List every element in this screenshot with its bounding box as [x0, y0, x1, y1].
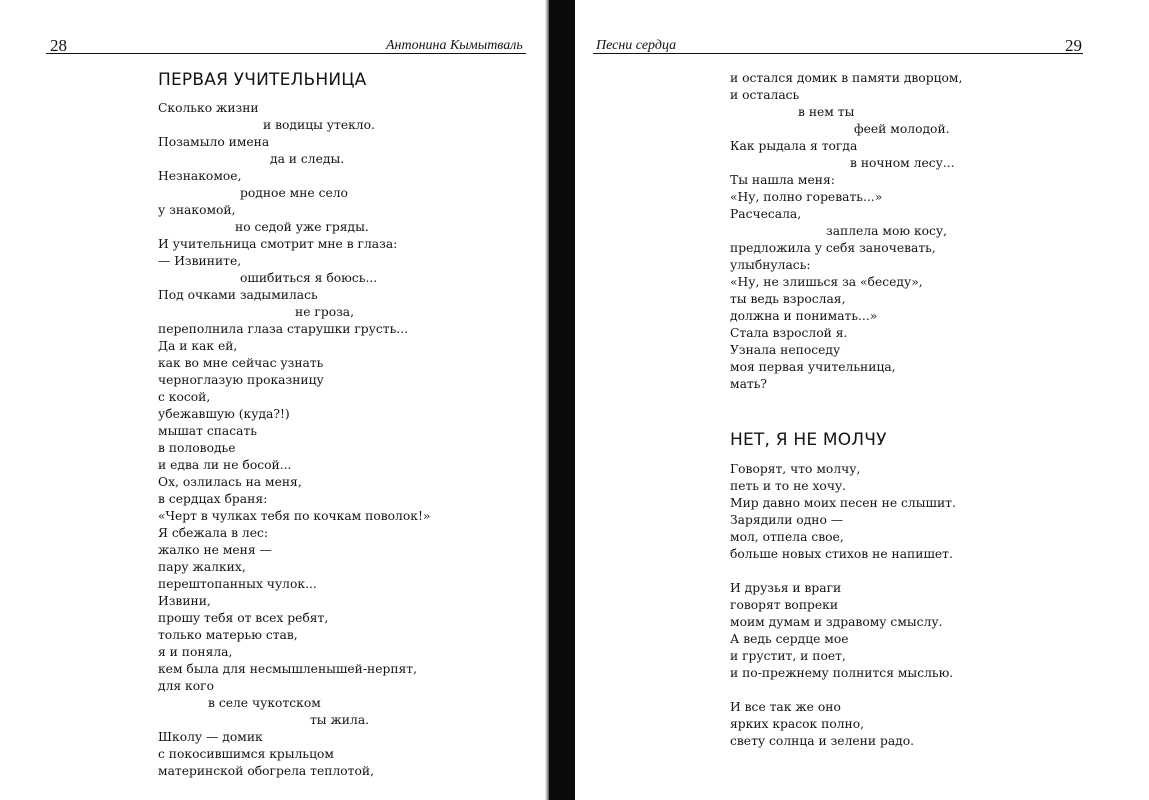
- verse-line: и водицы утекло.: [263, 118, 375, 132]
- verse-line: жалко не меня —: [158, 543, 272, 557]
- verse-line: как во мне сейчас узнать: [158, 356, 324, 370]
- verse-line: Незнакомое,: [158, 169, 242, 183]
- verse-line: Мир давно моих песен не слышит.: [730, 496, 956, 510]
- verse-line: моим думам и здравому смыслу.: [730, 615, 943, 629]
- left-page: [0, 0, 549, 800]
- verse-line: свету солнца и зелени радо.: [730, 734, 915, 748]
- verse-line: Ох, озлилась на меня,: [158, 475, 302, 489]
- verse-line: ошибиться я боюсь...: [240, 271, 378, 285]
- verse-line: и осталась: [730, 88, 800, 102]
- verse-line: Сколько жизни: [158, 101, 259, 115]
- verse-line: должна и понимать...»: [730, 309, 878, 323]
- verse-line: улыбнулась:: [730, 258, 811, 272]
- verse-line: в селе чукотском: [208, 696, 321, 710]
- verse-line: у знакомой,: [158, 203, 236, 217]
- verse-line: Как рыдала я тогда: [730, 139, 858, 153]
- page-number-right: 29: [1065, 36, 1082, 55]
- verse-line: ярких красок полно,: [730, 717, 865, 731]
- verse-line: кем была для несмышленышей-нерпят,: [158, 662, 418, 676]
- verse-line: с косой,: [158, 390, 211, 404]
- verse-line: Зарядили одно —: [730, 513, 844, 527]
- verse-line: в нем ты: [798, 105, 855, 119]
- stanza-break: [730, 563, 956, 580]
- running-head-right: Песни сердца: [596, 38, 677, 53]
- verse-line: родное мне село: [240, 186, 348, 200]
- verse-line: А ведь сердце мое: [730, 632, 849, 646]
- verse-line: Школу — домик: [158, 730, 263, 744]
- verse-line: в половодье: [158, 441, 236, 455]
- verse-line: Я сбежала в лес:: [158, 526, 269, 540]
- page-number-left: 28: [50, 36, 67, 55]
- verse-line: Говорят, что молчу,: [730, 462, 861, 476]
- verse-line: предложила у себя заночевать,: [730, 241, 936, 255]
- verse-line: и по-прежнему полнится мыслью.: [730, 666, 954, 680]
- verse-line: убежавшую (куда?!): [158, 407, 290, 421]
- verse-line: перештопанных чулок...: [158, 577, 317, 591]
- book-spine-gutter: [549, 0, 575, 800]
- verse-line: но седой уже гряды.: [235, 220, 369, 234]
- verse-line: Расчесала,: [730, 207, 802, 221]
- verse-line: и остался домик в памяти дворцом,: [730, 71, 963, 85]
- poem-title-first-teacher: ПЕРВАЯ УЧИТЕЛЬНИЦА: [158, 70, 367, 90]
- poem-title-no-i-am-not-silent: НЕТ, Я НЕ МОЛЧУ: [730, 430, 887, 450]
- verse-line: Извини,: [158, 594, 211, 608]
- verse-line: с покосившимся крыльцом: [158, 747, 334, 761]
- verse-line: «Черт в чулках тебя по кочкам поволок!»: [158, 509, 431, 523]
- verse-line: материнской обогрела теплотой,: [158, 764, 374, 778]
- verse-line: И друзья и враги: [730, 581, 842, 595]
- verse-line: ты ведь взрослая,: [730, 292, 846, 306]
- verse-line: «Ну, не злишься за «беседу»,: [730, 275, 923, 289]
- verse-line: моя первая учительница,: [730, 360, 896, 374]
- verse-line: прошу тебя от всех ребят,: [158, 611, 329, 625]
- verse-line: и грустит, и поет,: [730, 649, 846, 663]
- right-page: [575, 0, 1149, 800]
- poem-body-first-teacher: [158, 100, 430, 780]
- verse-line: переполнила глаза старушки грусть...: [158, 322, 409, 336]
- verse-line: черноглазую проказницу: [158, 373, 324, 387]
- poem-body-no-i-am-not-silent: [730, 461, 956, 750]
- verse-line: мать?: [730, 377, 767, 391]
- verse-line: Узнала непоседу: [730, 343, 841, 357]
- poem-continuation-first-teacher: [730, 70, 962, 393]
- verse-line: И учительница смотрит мне в глаза:: [158, 237, 398, 251]
- verse-line: в ночном лесу...: [850, 156, 955, 170]
- verse-line: пару жалких,: [158, 560, 246, 574]
- verse-line: ты жила.: [310, 713, 370, 727]
- verse-line: — Извините,: [158, 254, 242, 268]
- verse-line: я и поняла,: [158, 645, 233, 659]
- verse-line: в сердцах браня:: [158, 492, 268, 506]
- verse-line: мышат спасать: [158, 424, 257, 438]
- verse-line: для кого: [158, 679, 214, 693]
- verse-line: «Ну, полно горевать...»: [730, 190, 883, 204]
- verse-line: Стала взрослой я.: [730, 326, 848, 340]
- verse-line: да и следы.: [270, 152, 345, 166]
- verse-line: говорят вопреки: [730, 598, 839, 612]
- verse-line: больше новых стихов не напишет.: [730, 547, 953, 561]
- verse-line: Под очками задымилась: [158, 288, 318, 302]
- verse-line: феей молодой.: [854, 122, 950, 136]
- verse-line: Позамыло имена: [158, 135, 270, 149]
- running-head-left: Антонина Кымытваль: [386, 38, 523, 53]
- verse-line: И все так же оно: [730, 700, 841, 714]
- stanza-break: [730, 682, 956, 699]
- verse-line: мол, отпела свое,: [730, 530, 844, 544]
- verse-line: Да и как ей,: [158, 339, 238, 353]
- verse-line: Ты нашла меня:: [730, 173, 835, 187]
- verse-line: заплела мою косу,: [826, 224, 948, 238]
- verse-line: и едва ли не босой...: [158, 458, 292, 472]
- verse-line: петь и то не хочу.: [730, 479, 847, 493]
- header-rule-right: [593, 53, 1083, 54]
- verse-line: только матерью став,: [158, 628, 298, 642]
- header-rule-left: [46, 53, 526, 54]
- verse-line: не гроза,: [295, 305, 355, 319]
